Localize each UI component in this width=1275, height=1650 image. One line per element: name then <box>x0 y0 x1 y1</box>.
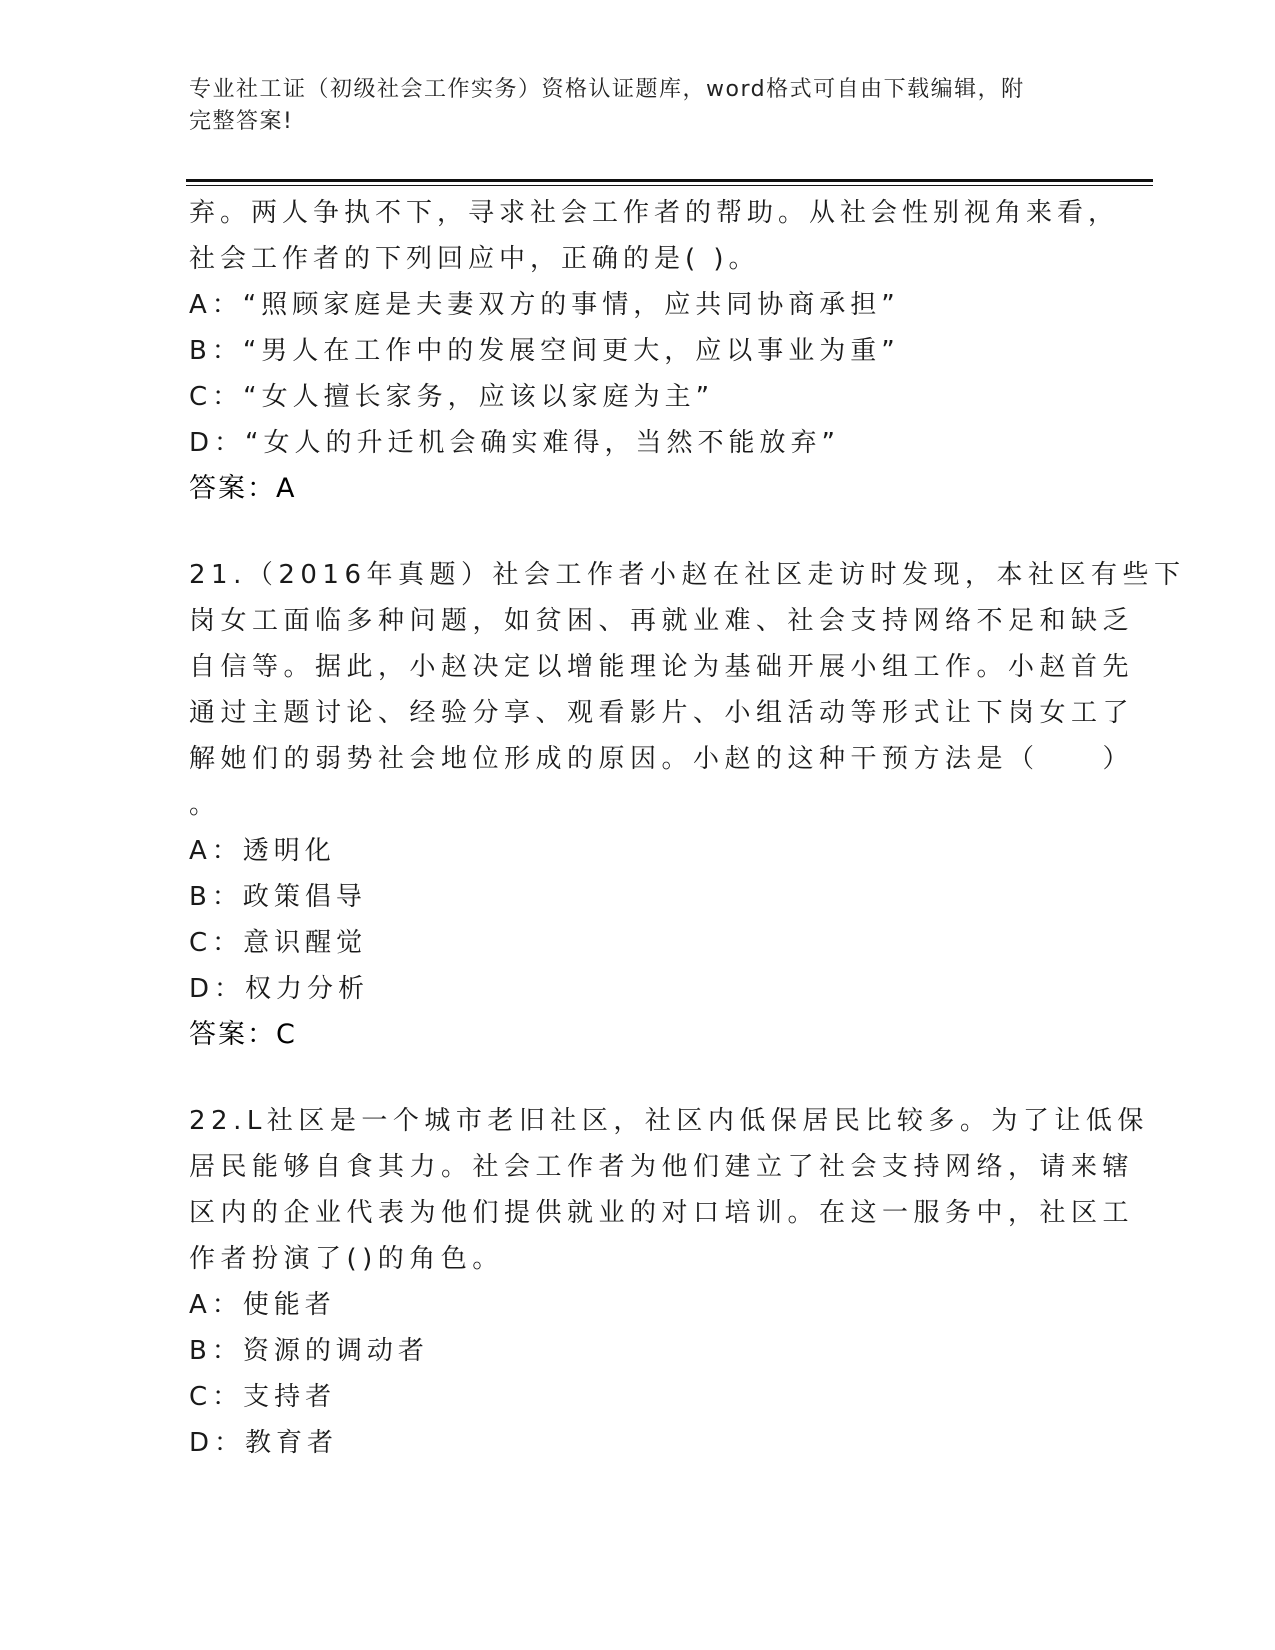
question-stem-line: 通过主题讨论、经验分享、观看影片、小组活动等形式让下岗女工了 <box>189 698 1135 728</box>
question-stem-line: 自信等。据此，小赵决定以增能理论为基础开展小组工作。小赵首先 <box>189 652 1135 682</box>
question-spacer <box>189 512 1089 552</box>
header-rule-thin <box>186 185 1153 186</box>
option-a: A：透明化 <box>189 836 336 866</box>
option-a: A：使能者 <box>189 1290 336 1320</box>
option-b: B：政策倡导 <box>189 882 367 912</box>
option-c: C：意识醒觉 <box>189 928 368 958</box>
question-22 <box>189 1098 1149 1466</box>
option-b: B：“男人在工作中的发展空间更大，应以事业为重” <box>189 336 900 366</box>
question-stem-line: 弃。两人争执不下，寻求社会工作者的帮助。从社会性别视角来看， <box>189 198 1120 228</box>
question-stem-line: 居民能够自食其力。社会工作者为他们建立了社会支持网络，请来辖 <box>189 1152 1135 1182</box>
header-rule-thick <box>186 179 1153 182</box>
page-content <box>189 190 1186 1466</box>
question-stem-line: 。 <box>189 790 221 820</box>
option-a: A：“照顾家庭是夫妻双方的事情，应共同协商承担” <box>189 290 900 320</box>
question-stem-line: 21.（2016年真题）社会工作者小赵在社区走访时发现，本社区有些下 <box>189 560 1186 590</box>
question-spacer <box>189 1058 1089 1098</box>
question-20 <box>189 190 1120 512</box>
header-line-2: 完整答案! <box>189 109 294 134</box>
question-stem-line: 作者扮演了()的角色。 <box>189 1244 504 1274</box>
question-stem-line: 社会工作者的下列回应中，正确的是( )。 <box>189 244 760 274</box>
answer-line: 答案：C <box>189 1019 297 1050</box>
answer-line: 答案：A <box>189 473 297 504</box>
option-c: C：“女人擅长家务，应该以家庭为主” <box>189 382 715 412</box>
option-d: D：教育者 <box>189 1428 339 1458</box>
question-stem-line: 岗女工面临多种问题，如贫困、再就业难、社会支持网络不足和缺乏 <box>189 606 1135 636</box>
question-stem-line: 解她们的弱势社会地位形成的原因。小赵的这种干预方法是（ ） <box>189 744 1135 774</box>
header-line-1: 专业社工证（初级社会工作实务）资格认证题库，word格式可自由下载编辑，附 <box>189 77 1025 102</box>
question-21 <box>189 552 1186 1058</box>
option-c: C：支持者 <box>189 1382 337 1412</box>
option-d: D：“女人的升迁机会确实难得，当然不能放弃” <box>189 428 840 458</box>
question-stem-line: 区内的企业代表为他们提供就业的对口培训。在这一服务中，社区工 <box>189 1198 1135 1228</box>
page-header <box>189 74 1069 138</box>
option-d: D：权力分析 <box>189 974 370 1004</box>
option-b: B：资源的调动者 <box>189 1336 429 1366</box>
question-stem-line: 22.L社区是一个城市老旧社区，社区内低保居民比较多。为了让低保 <box>189 1106 1149 1136</box>
